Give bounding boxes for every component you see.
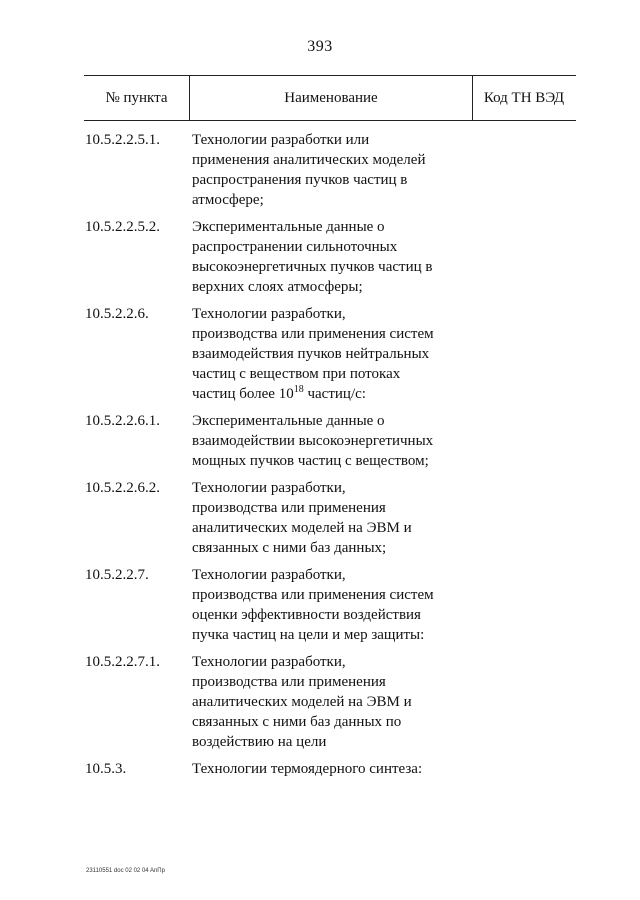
item-text-line: распространении сильноточных [192, 239, 398, 255]
item-text-line: атмосфере; [192, 192, 264, 208]
header-name: Наименование [189, 76, 473, 120]
item-text-line: мощных пучков частиц с веществом; [192, 453, 429, 469]
item-text-line: производства или применения систем [192, 326, 434, 342]
item-text [192, 304, 472, 404]
item-text-line: Технологии разработки, [192, 306, 346, 322]
item-text [192, 478, 472, 558]
item-text [192, 411, 472, 471]
item-text-line: пучка частиц на цели и мер защиты: [192, 627, 425, 643]
item-text-line: высокоэнергетичных пучков частиц в [192, 259, 433, 275]
item-text-line: производства или применения систем [192, 587, 434, 603]
item-text-line: аналитических моделей на ЭВМ и [192, 694, 412, 710]
item-text-line: верхних слоях атмосферы; [192, 279, 363, 295]
header-hs-code: Код ТН ВЭД [483, 90, 565, 106]
item-text-line: взаимодействии высокоэнергетичных [192, 433, 434, 449]
item-text [192, 130, 472, 210]
list-item [0, 652, 640, 752]
item-number: 10.5.2.2.5.2. [85, 219, 160, 235]
item-text-line: аналитических моделей на ЭВМ и [192, 520, 412, 536]
item-text-line: применения аналитических моделей [192, 152, 426, 168]
item-text [192, 759, 472, 779]
item-number: 10.5.2.2.6. [85, 306, 149, 322]
item-text [192, 652, 472, 752]
list-item [0, 411, 640, 471]
item-text-line: производства или применения [192, 500, 386, 516]
item-text-line: оценки эффективности воздействия [192, 607, 421, 623]
item-text-line: связанных с ними баз данных по [192, 714, 402, 730]
item-text-fragment: частиц более 10 [192, 386, 294, 402]
list-item [0, 217, 640, 297]
header-item-number: № пункта [105, 90, 168, 106]
item-text-line: Экспериментальные данные о [192, 413, 385, 429]
page-number: 393 [307, 38, 333, 55]
item-text-line: взаимодействия пучков нейтральных [192, 346, 430, 362]
list-item [0, 759, 640, 779]
item-number: 10.5.2.2.6.1. [85, 413, 160, 429]
item-text-line: частиц с веществом при потоках [192, 366, 401, 382]
item-text-line: Технологии разработки, [192, 480, 346, 496]
item-text [192, 565, 472, 645]
item-number: 10.5.2.2.5.1. [85, 132, 160, 148]
item-number: 10.5.2.2.7.1. [85, 654, 160, 670]
item-text-line: воздействию на цели [192, 734, 327, 750]
item-number: 10.5.2.2.6.2. [85, 480, 160, 496]
exponent: 18 [293, 384, 304, 395]
item-number: 10.5.2.2.7. [85, 567, 149, 583]
list-item [0, 304, 640, 404]
list-item [0, 130, 640, 210]
item-text [192, 217, 472, 297]
item-number: 10.5.3. [85, 761, 127, 777]
list-item [0, 478, 640, 558]
list-item [0, 565, 640, 645]
item-text-line: связанных с ними баз данных; [192, 540, 387, 556]
item-text-fragment: частиц/с: [303, 386, 366, 402]
item-text-line: распространения пучков частиц в [192, 172, 408, 188]
item-text-line: Технологии разработки, [192, 567, 346, 583]
item-text-line [192, 384, 472, 404]
document-footer-code: 23110551 doc 02 02 04 AnПр [86, 868, 165, 874]
table-header [84, 75, 576, 121]
item-text-line: производства или применения [192, 674, 386, 690]
item-text-line: Экспериментальные данные о [192, 219, 385, 235]
item-text-line: Технологии разработки или [192, 132, 370, 148]
item-text-line: Технологии термоядерного синтеза: [192, 761, 423, 777]
entries-list [0, 130, 640, 779]
item-text-line: Технологии разработки, [192, 654, 346, 670]
